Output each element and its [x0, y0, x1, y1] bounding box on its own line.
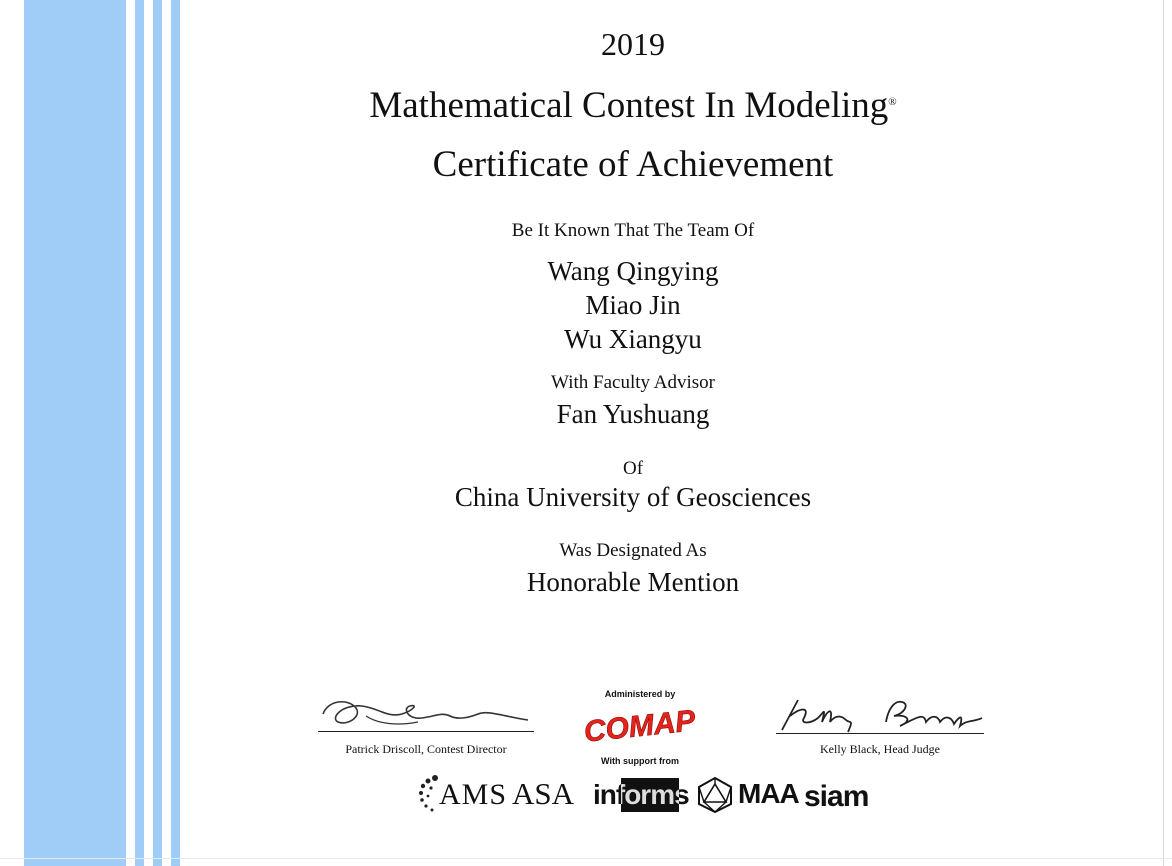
- side-stripe-wide: [24, 0, 126, 866]
- right-signature-line: [776, 733, 984, 734]
- support-text: With support from: [601, 756, 679, 766]
- right-signature: [776, 692, 986, 736]
- contest-title-text: Mathematical Contest In Modeling: [369, 85, 889, 126]
- team-member-2: Miao Jin: [585, 290, 681, 320]
- advisor-intro: With Faculty Advisor: [551, 372, 715, 393]
- comap-logo-text: COMAP: [582, 704, 697, 749]
- left-signature-label: Patrick Driscoll, Contest Director: [345, 742, 507, 756]
- siam-logo: [804, 780, 896, 814]
- certificate-year: 2019: [601, 26, 665, 62]
- team-member-1: Wang Qingying: [547, 256, 719, 286]
- page-edge-bottom: [0, 858, 1172, 859]
- right-signature-label: Kelly Black, Head Judge: [820, 742, 940, 756]
- ams-logo-text: AMS: [439, 778, 508, 811]
- of-text: Of: [622, 458, 644, 479]
- side-stripe-1: [135, 0, 144, 866]
- designation-award: Honorable Mention: [526, 567, 740, 597]
- informs-logo: [591, 778, 689, 814]
- maa-icosahedron-icon: [696, 776, 734, 814]
- advisor-name: Fan Yushuang: [556, 399, 710, 429]
- registered-mark: ®: [888, 96, 897, 108]
- maa-logo-text: MAA: [738, 778, 799, 809]
- left-signature-line: [318, 731, 534, 732]
- ams-logo: [417, 772, 507, 818]
- certificate-title: Certificate of Achievement: [432, 144, 834, 185]
- asa-logo: [512, 776, 582, 816]
- institution-name: China University of Geosciences: [454, 482, 812, 512]
- team-member-3: Wu Xiangyu: [564, 324, 702, 354]
- asa-logo-text: ASA: [512, 776, 575, 811]
- informs-logo-text: informs: [593, 779, 689, 810]
- side-stripe-3: [171, 0, 180, 866]
- contest-title: [330, 84, 936, 127]
- administered-by-text: Administered by: [604, 689, 676, 699]
- comap-logo: [582, 700, 697, 752]
- siam-logo-text: siam: [804, 780, 869, 813]
- designation-intro: Was Designated As: [559, 540, 707, 561]
- intro-text: Be It Known That The Team Of: [511, 220, 755, 241]
- side-stripe-2: [153, 0, 162, 866]
- page-edge-right: [1163, 0, 1164, 866]
- maa-logo: [696, 774, 799, 818]
- left-signature: [318, 694, 538, 734]
